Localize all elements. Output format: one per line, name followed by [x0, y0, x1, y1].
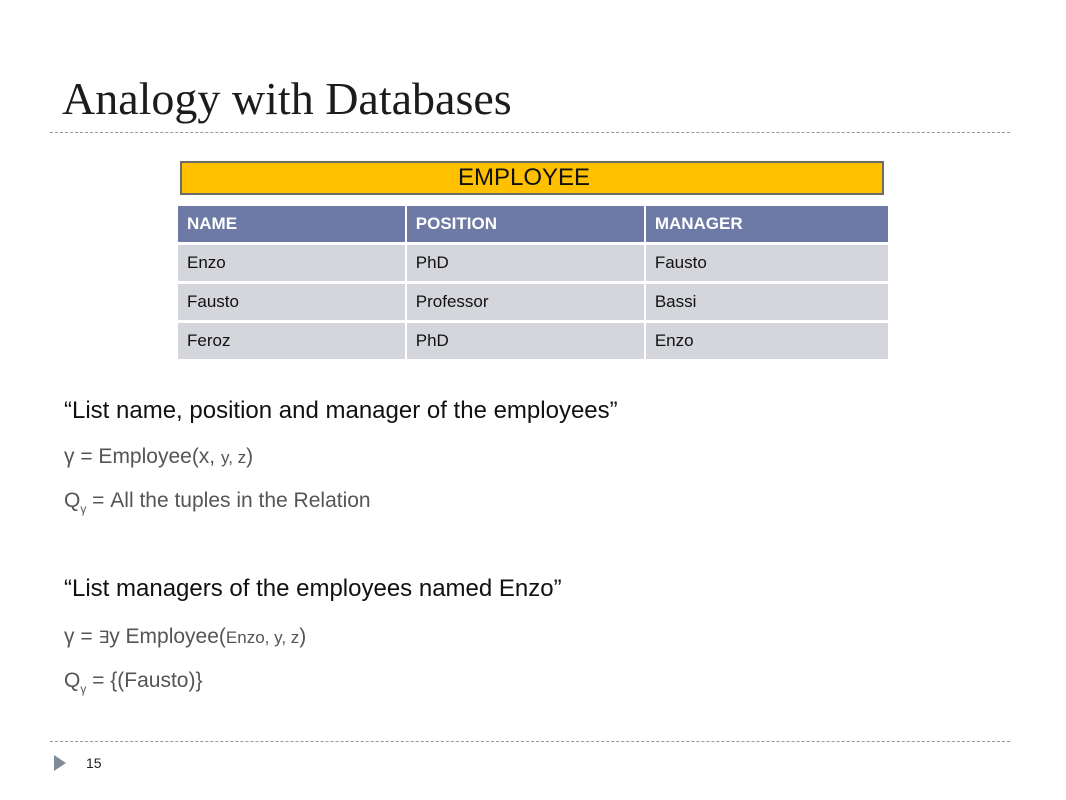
formula-eq: = [74, 625, 99, 648]
table-header-row [178, 206, 888, 244]
result-subscript: γ [80, 502, 87, 516]
result-text: = {(Fausto)} [86, 669, 203, 692]
formula-main: = Employee(x, [74, 445, 221, 468]
footer-divider [50, 741, 1010, 742]
gamma-symbol: γ [64, 625, 75, 648]
query1-result [64, 489, 371, 516]
result-q: Q [64, 669, 81, 692]
employee-table [178, 206, 888, 362]
table-caption: EMPLOYEE [180, 161, 884, 195]
table-cell: Enzo [178, 244, 406, 283]
table-cell: Feroz [178, 322, 406, 361]
formula-vars: y, z [220, 448, 247, 467]
table-cell: Fausto [645, 244, 888, 283]
exists-symbol: ∃ [98, 628, 110, 647]
slide-title: Analogy with Databases [62, 73, 512, 124]
query1-formula [64, 445, 253, 469]
table-cell: Fausto [178, 283, 406, 322]
table-cell: PhD [406, 244, 645, 283]
table-row [178, 244, 888, 283]
result-q: Q [64, 489, 81, 512]
table-cell: PhD [406, 322, 645, 361]
formula-end: ) [246, 445, 254, 468]
table-row [178, 283, 888, 322]
table-cell: Enzo [645, 322, 888, 361]
header-name: NAME [178, 206, 406, 244]
query2-formula [64, 625, 306, 649]
header-position: POSITION [406, 206, 645, 244]
query2-result [64, 669, 203, 696]
page-number: 15 [86, 755, 102, 771]
triangle-bullet-icon [54, 755, 66, 771]
formula-vars: Enzo, y, z [225, 628, 300, 647]
table-cell: Bassi [645, 283, 888, 322]
title-divider [50, 132, 1010, 133]
result-subscript: γ [80, 682, 87, 696]
header-manager: MANAGER [645, 206, 888, 244]
table-row [178, 322, 888, 361]
result-text: = All the tuples in the Relation [86, 489, 371, 512]
query2-question: “List managers of the employees named Enzo” [64, 575, 562, 602]
query1-question: “List name, position and manager of the employees” [64, 397, 618, 424]
gamma-symbol: γ [64, 445, 75, 468]
formula-end: ) [299, 625, 307, 648]
formula-main: y Employee( [109, 625, 226, 648]
table-cell: Professor [406, 283, 645, 322]
